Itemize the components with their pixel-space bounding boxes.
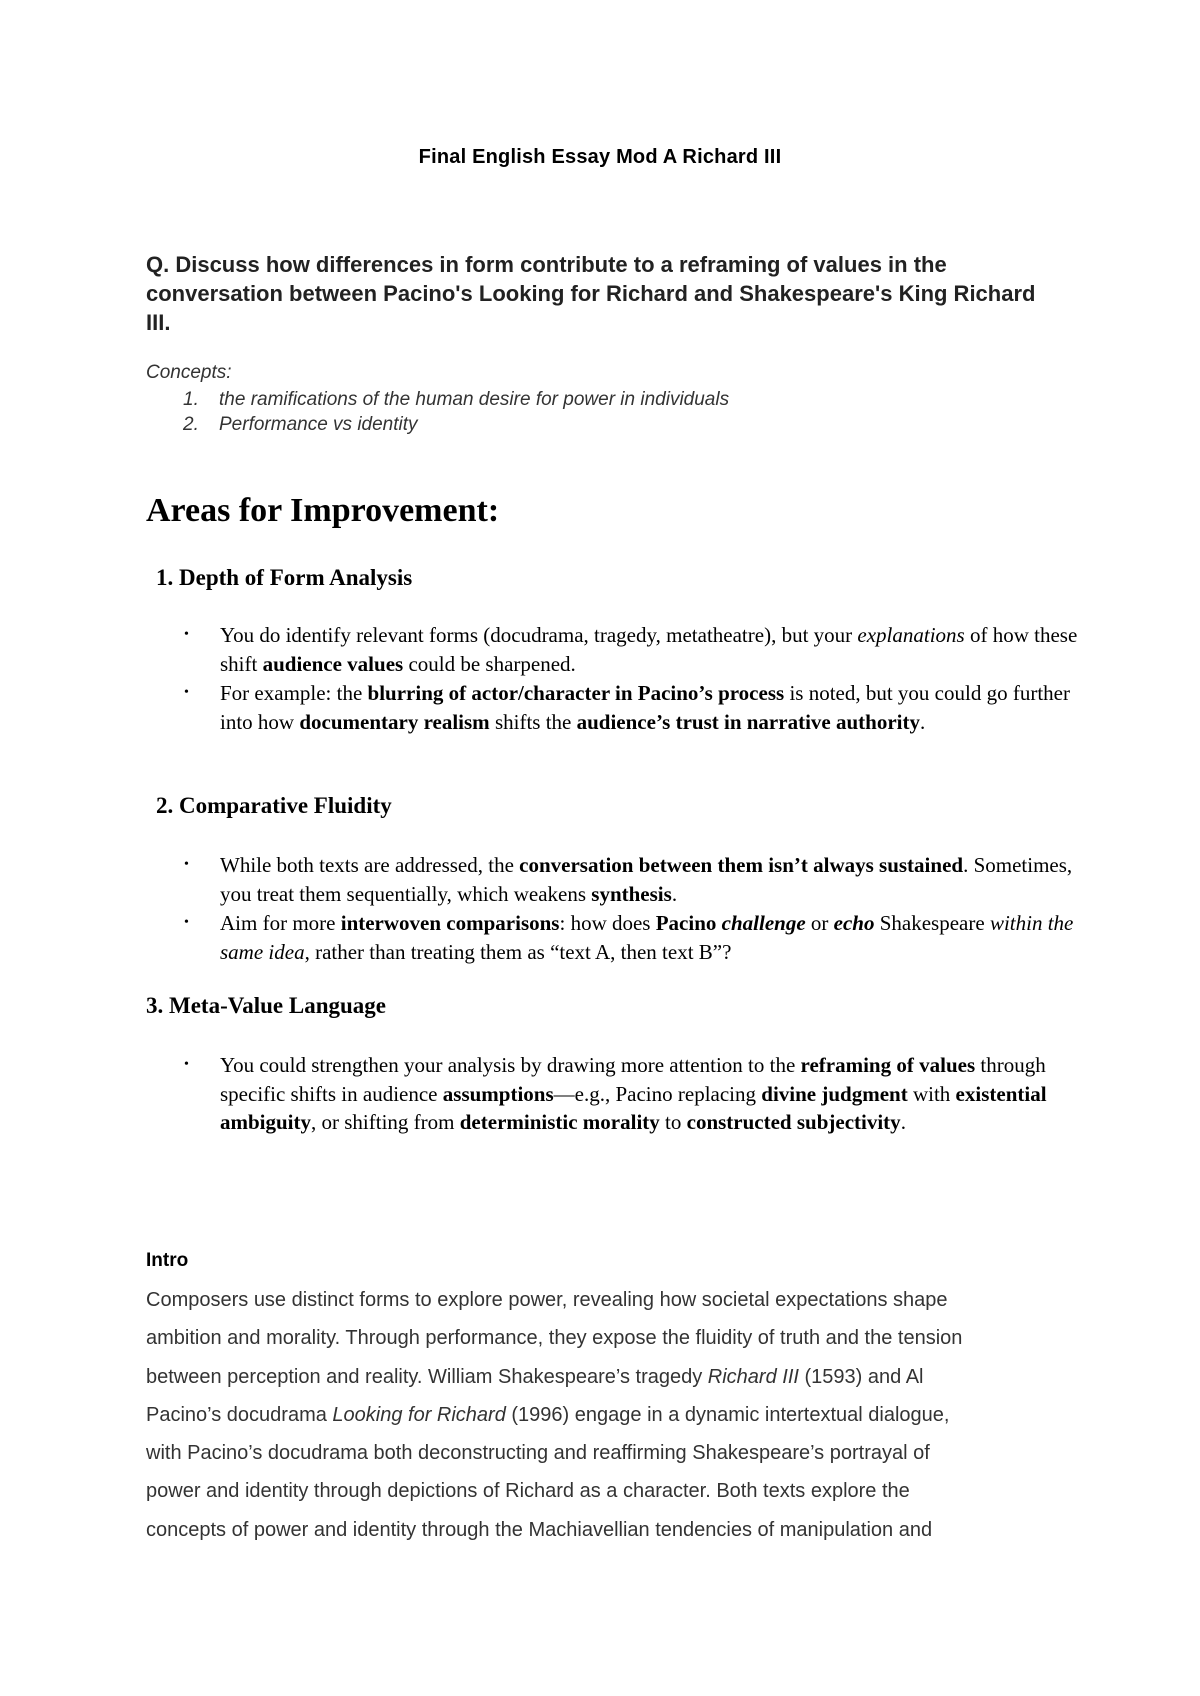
section-heading-comparative-fluidity: 2. Comparative Fluidity — [156, 793, 392, 818]
bullet-text: While both texts are addressed, the conversation between them isn’t always sustained. Sometimes, you treat them sequentially, which weakens synthesis. — [220, 853, 1073, 906]
essay-question: Q. Discuss how differences in form contribute to a reframing of values in the conversation between Pacino's Looking for Richard and Shakespeare's King Richard III. — [146, 252, 1036, 335]
concept-item — [183, 414, 418, 436]
intro-line: concepts of power and identity through the Machiavellian tendencies of manipulation and — [146, 1518, 933, 1541]
bullet-marker: • — [184, 685, 189, 700]
intro-line: between perception and reality. William Shakespeare’s tragedy Richard III (1593) and Al — [146, 1365, 924, 1388]
concept-number: 1. — [183, 389, 199, 410]
bullet-text: Aim for more interwoven comparisons: how does Pacino challenge or echo Shakespeare within the same idea, rather than treating them as “text A, then text B”? — [220, 911, 1074, 964]
bullet-text: For example: the blurring of actor/character in Pacino’s process is noted, but you could go further into how documentary realism shifts the audience’s trust in narrative authority. — [220, 681, 1070, 734]
intro-line: Pacino’s docudrama Looking for Richard (1996) engage in a dynamic intertextual dialogue, — [146, 1403, 950, 1426]
concept-number: 2. — [183, 414, 199, 435]
bullet-text: You do identify relevant forms (docudrama, tragedy, metatheatre), but your explanations of how these shift audience values could be sharpened. — [220, 623, 1078, 676]
bullet-marker: • — [184, 627, 189, 642]
concepts-label: Concepts: — [146, 362, 232, 383]
concept-text: the ramifications of the human desire for power in individuals — [219, 389, 730, 410]
bullet-marker: • — [184, 915, 189, 930]
section-heading-form-analysis: 1. Depth of Form Analysis — [156, 565, 413, 590]
bullet-marker: • — [184, 1057, 189, 1072]
intro-line: Composers use distinct forms to explore power, revealing how societal expectations shape — [146, 1289, 948, 1311]
intro-line: ambition and morality. Through performance, they expose the fluidity of truth and the tension — [146, 1327, 963, 1350]
document-title: Final English Essay Mod A Richard III — [418, 146, 782, 168]
intro-heading: Intro — [146, 1250, 189, 1271]
areas-for-improvement-heading: Areas for Improvement: — [146, 492, 500, 529]
concept-text: Performance vs identity — [219, 414, 418, 435]
section-heading-meta-value-language: 3. Meta-Value Language — [146, 993, 387, 1018]
bullet-text: You could strengthen your analysis by drawing more attention to the reframing of values through specific shifts in audience assumptions—e.g., Pacino replacing divine judgment with existential ambiguity, or shifting from deterministic morality to constructed subjectivity. — [220, 1053, 1047, 1134]
intro-paragraph — [146, 1281, 1076, 1549]
intro-line: power and identity through depictions of Richard as a character. Both texts explore the — [146, 1480, 910, 1503]
concept-item — [183, 389, 729, 411]
bullet-marker: • — [184, 857, 189, 872]
intro-line: with Pacino’s docudrama both deconstructing and reaffirming Shakespeare’s portrayal of — [146, 1442, 930, 1465]
